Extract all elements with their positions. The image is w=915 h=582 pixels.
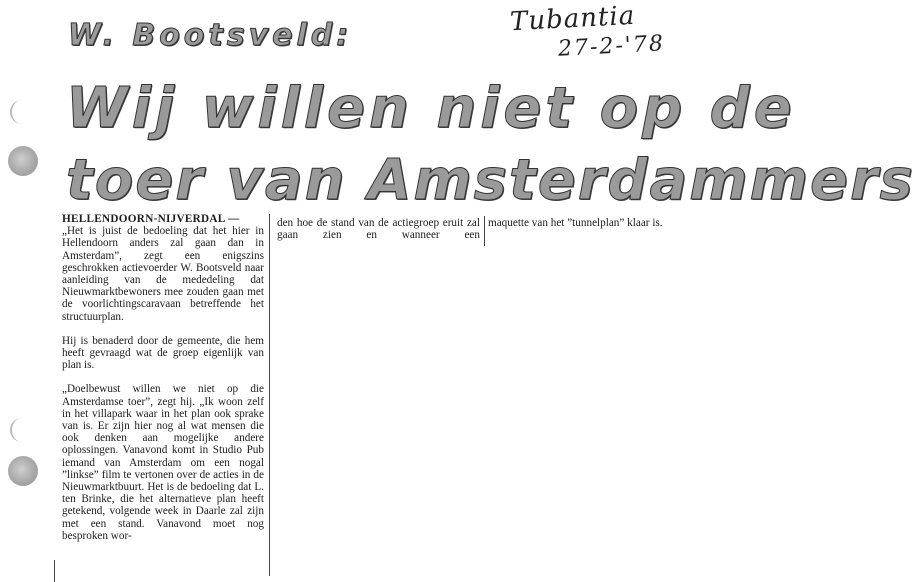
paragraph-2: Hij is benaderd door de gemeente, die hem heeft gevraagd wat de groep eigenlijk van plan is. — [62, 334, 264, 372]
binder-hole-top — [8, 146, 38, 176]
binder-hole-arc-top — [10, 100, 34, 124]
article-column-1 — [62, 213, 264, 542]
article-column-3 — [488, 217, 676, 229]
headline-line-2: toer van Amsterdammers — [66, 148, 915, 213]
author-line: W. Bootsveld: — [68, 18, 353, 53]
paragraph-final: maquette van het ”tunnelplan” klaar is. — [488, 217, 663, 229]
handwritten-paper-name: Tubantia — [509, 0, 636, 38]
dateline: HELLENDOORN-NIJVERDAL — — [62, 213, 240, 225]
headline-line-1: Wij willen niet op de — [66, 76, 796, 141]
column-rule-2 — [484, 216, 485, 246]
paragraph-gap — [62, 323, 264, 335]
handwritten-date: 27-2-'78 — [557, 31, 666, 62]
paragraph-3: „Doelbewust willen we niet op die Amsterdamse toer”, zegt hij. „Ik woon zelf in het villapark waar in het plan ook sprake van is. Er zijn hier nog al wat mensen die ook denken aan mogelijke andere oplossingen. Vanavond komt in Studio Pub iemand van Amsterdam om een nogal ”linkse” film te vertonen over de acties in de Nieuwmarktbuurt. Het is de bedoeling dat L. ten Brinke, die het alternatieve plan heeft getekend, volgende week in Daarle zal zijn met een stand. Vanavond moet nog besproken wor- — [62, 383, 264, 542]
column-bracket — [54, 560, 61, 582]
column-rule-1 — [269, 214, 270, 576]
binder-hole-arc-bottom — [10, 418, 34, 442]
binder-hole-bottom — [8, 456, 38, 486]
article-column-2 — [277, 217, 480, 241]
paragraph-gap — [62, 371, 264, 383]
paragraph-1: „Het is juist de bedoeling dat het hier in Hellendoorn anders zal gaan dan in Amsterdam”, zegt een enigszins geschrokken actievoerder W. Bootsveld naar aanleiding van de mededeling dat Nieuwmarktbewoners mee zouden gaan met de voorlichtingscaravaan betreffende het structuurplan. — [62, 225, 264, 323]
paragraph-continued: den hoe de stand van de actiegroep eruit zal gaan zien en wanneer een — [277, 217, 480, 242]
